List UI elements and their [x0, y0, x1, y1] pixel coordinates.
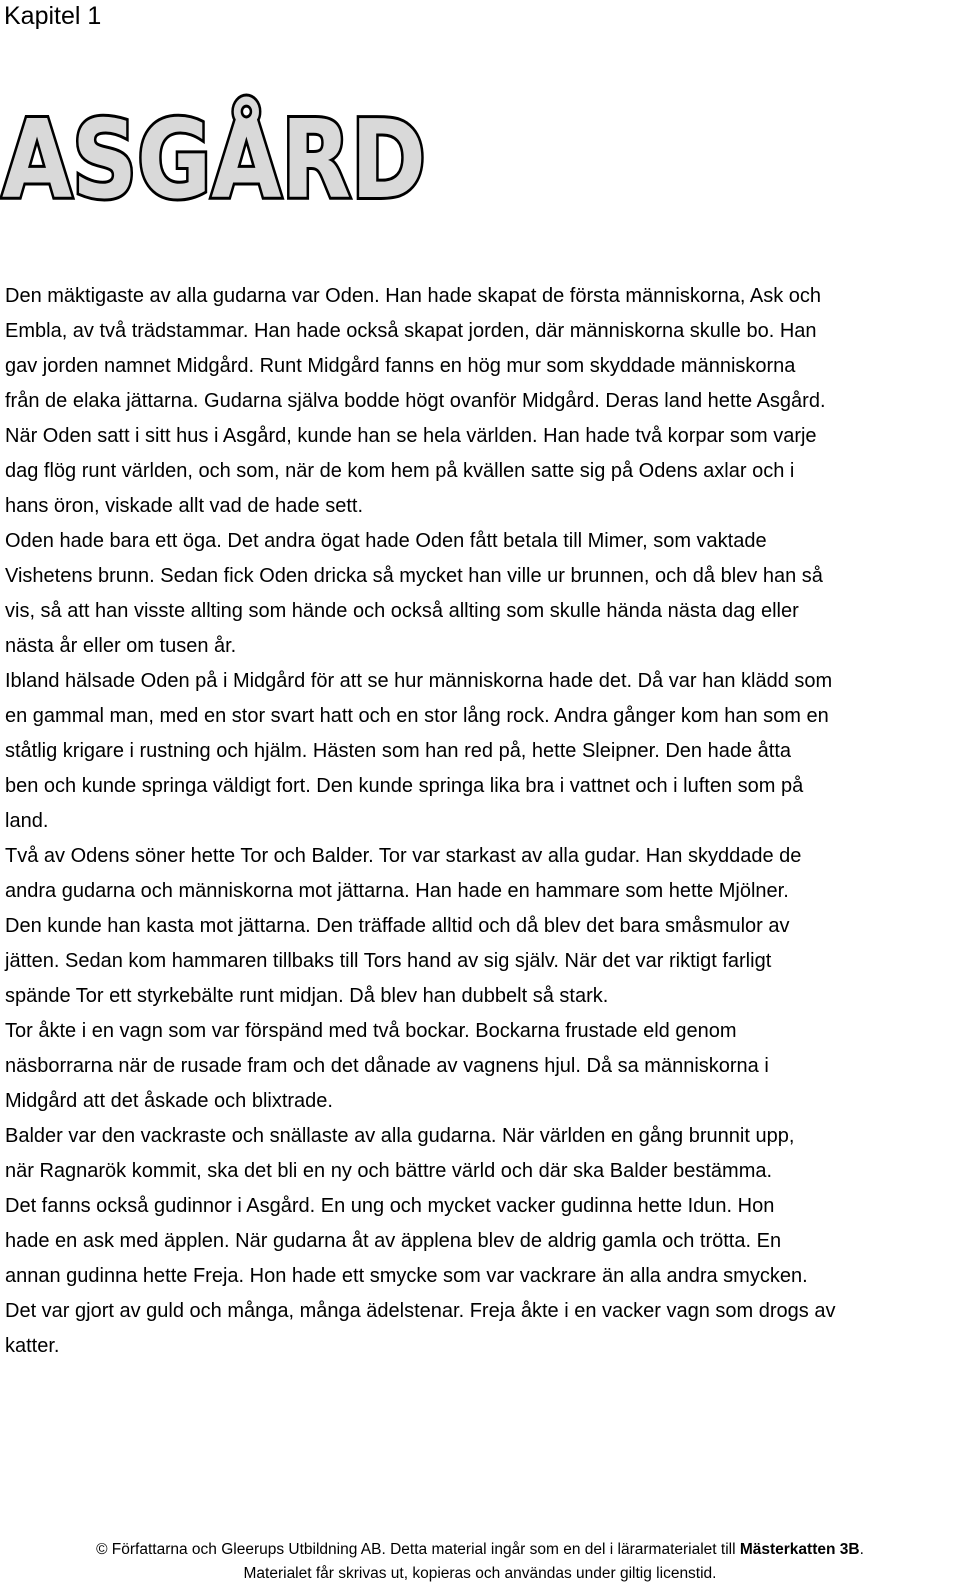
story-text	[5, 279, 955, 1364]
text-line: land.	[5, 810, 49, 832]
text-line: andra gudarna och människorna mot jättarna. Han hade en hammare som hette Mjölner.	[5, 880, 789, 902]
text-line: Oden hade bara ett öga. Det andra ögat hade Oden fått betala till Mimer, som vaktade	[5, 530, 767, 552]
footer-copyright: © Författarna och Gleerups Utbildning AB. Detta material ingår som en del i lärarmaterialet till	[96, 1541, 740, 1558]
text-line: hans öron, viskade allt vad de hade sett.	[5, 495, 364, 517]
text-line: från de elaka jättarna. Gudarna själva bodde högt ovanför Midgård. Deras land hette Asgård.	[5, 390, 826, 412]
text-line: Det var gjort av guld och många, många ädelstenar. Freja åkte i en vacker vagn som drogs av	[5, 1300, 836, 1322]
text-line: Ibland hälsade Oden på i Midgård för att se hur människorna hade det. Då var han klädd som	[5, 670, 833, 692]
text-line: Den kunde han kasta mot jättarna. Den träffade alltid och då blev det bara småsmulor av	[5, 915, 790, 937]
text-line: Det fanns också gudinnor i Asgård. En ung och mycket vacker gudinna hette Idun. Hon	[5, 1195, 775, 1217]
text-line: en gammal man, med en stor svart hatt och en stor lång rock. Andra gånger kom han som en	[5, 705, 829, 727]
text-line: Embla, av två trädstammar. Han hade också skapat jorden, där människorna skulle bo. Han	[5, 320, 817, 342]
text-line: Vishetens brunn. Sedan fick Oden dricka så mycket han ville ur brunnen, och då blev han så	[5, 565, 823, 587]
footer-book-title: Mästerkatten 3B	[739, 1541, 860, 1558]
text-line: annan gudinna hette Freja. Hon hade ett smycke som var vackrare än alla andra smycken.	[5, 1265, 808, 1287]
title-art-graphic	[2, 64, 509, 223]
text-line: ben och kunde springa väldigt fort. Den kunde springa lika bra i vattnet och i luften som på	[5, 775, 804, 797]
text-line: Två av Odens söner hette Tor och Balder. Tor var starkast av alla gudar. Han skyddade de	[5, 845, 802, 867]
text-line: när Ragnarök kommit, ska det bli en ny och bättre värld och där ska Balder bestämma.	[5, 1160, 773, 1182]
chapter-heading: Kapitel 1	[4, 2, 102, 30]
text-line: spände Tor ett styrkebälte runt midjan. Då blev han dubbelt så stark.	[5, 985, 609, 1007]
copyright-footer	[0, 1538, 960, 1586]
footer-line-1	[0, 1538, 960, 1562]
text-line: gav jorden namnet Midgård. Runt Midgård fanns en hög mur som skyddade människorna	[5, 355, 796, 377]
footer-period: .	[859, 1541, 864, 1558]
text-line: dag flög runt världen, och som, när de kom hem på kvällen satte sig på Odens axlar och i	[5, 460, 795, 482]
text-line: näsborrarna när de rusade fram och det dånade av vagnens hjul. Då sa människorna i	[5, 1055, 769, 1077]
text-line: hade en ask med äpplen. När gudarna åt av äpplena blev de aldrig gamla och trötta. En	[5, 1230, 782, 1252]
text-line: Den mäktigaste av alla gudarna var Oden. Han hade skapat de första människorna, Ask och	[5, 285, 822, 307]
title-art-text: ASGÅRD	[2, 98, 509, 223]
text-line: Tor åkte i en vagn som var förspänd med två bockar. Bockarna frustade eld genom	[5, 1020, 737, 1042]
text-line: vis, så att han visste allting som hände och också allting som skulle hända nästa dag eller	[5, 600, 799, 622]
text-line: Midgård att det åskade och blixtrade.	[5, 1090, 333, 1112]
text-line: katter.	[5, 1335, 60, 1357]
title-logo	[2, 64, 509, 223]
text-line: När Oden satt i sitt hus i Asgård, kunde han se hela världen. Han hade två korpar som varje	[5, 425, 817, 447]
text-line: jätten. Sedan kom hammaren tillbaks till Tors hand av sig själv. När det var riktigt farligt	[5, 950, 772, 972]
footer-line-2: Materialet får skrivas ut, kopieras och användas under giltig licenstid.	[243, 1565, 717, 1582]
text-line: Balder var den vackraste och snällaste av alla gudarna. När världen en gång brunnit upp,	[5, 1125, 795, 1147]
text-line: ståtlig krigare i rustning och hjälm. Hästen som han red på, hette Sleipner. Den hade åtta	[5, 740, 792, 762]
text-line: nästa år eller om tusen år.	[5, 635, 237, 657]
